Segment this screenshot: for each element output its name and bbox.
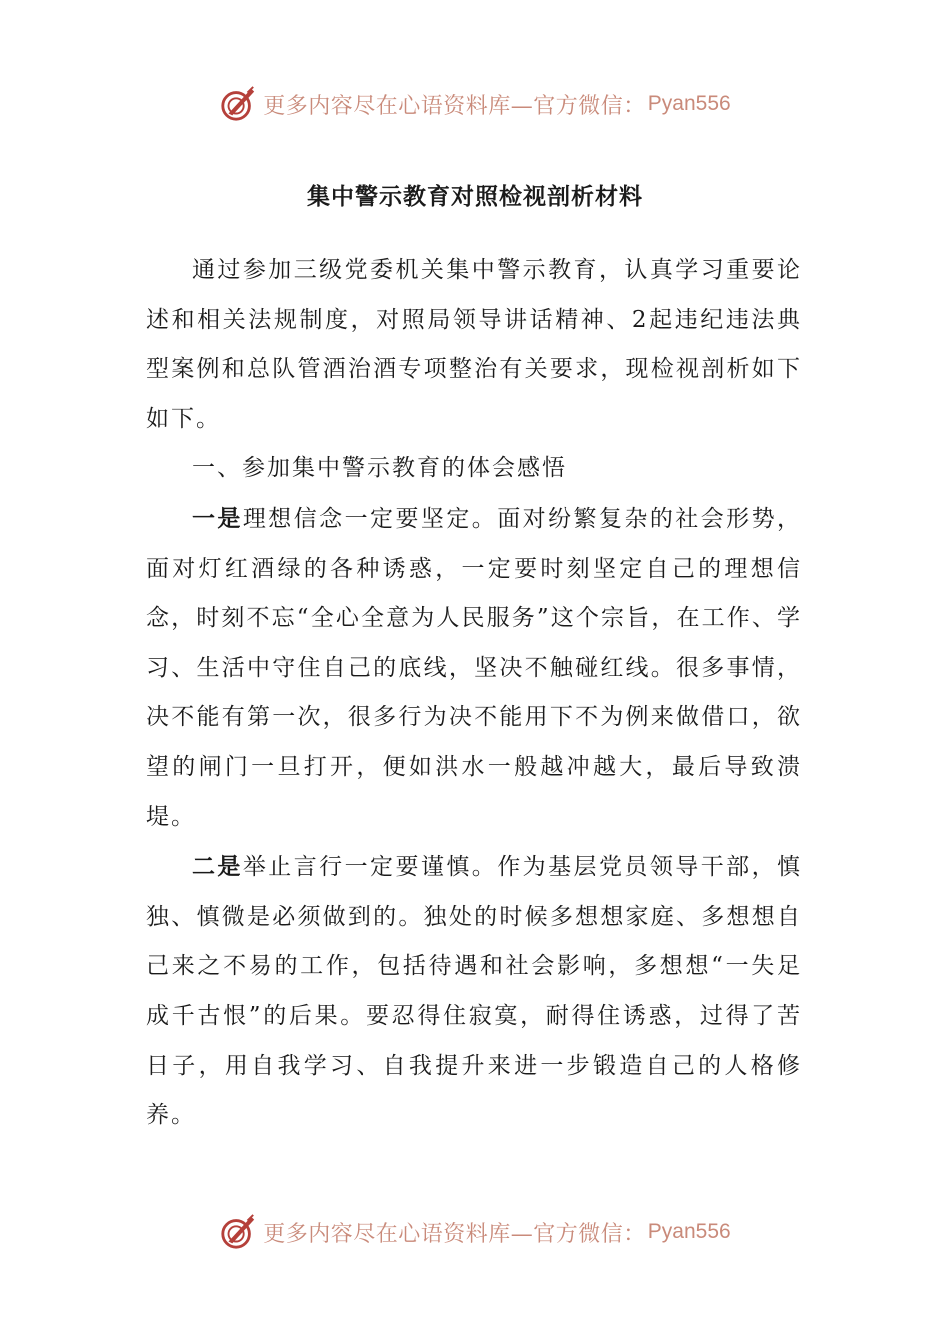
watermark-text: 更多内容尽在心语资料库—官方微信： — [263, 93, 646, 119]
point-one-lead: 一是 — [192, 504, 243, 532]
watermark-wechat-id: Pyan556 — [647, 92, 731, 115]
quill-logo-icon — [219, 1213, 257, 1251]
section-heading: 一、参加集中警示教育的体会感悟 — [192, 455, 567, 482]
point-one-paragraph — [146, 494, 802, 842]
watermark-footer — [0, 1210, 950, 1254]
watermark-text: 更多内容尽在心语资料库—官方微信： — [263, 1221, 646, 1247]
point-two-text: 举止言行一定要谨慎。作为基层党员领导干部，慎独、慎微是必须做到的。独处的时候多想想家庭、多想想自己来之不易的工作，包括待遇和社会影响，多想想“一失足成千古恨”的后果。要忍得住寂寞，耐得住诱惑，过得了苦日子，用自我学习、自我提升来进一步锻造自己的人格修养。 — [146, 854, 803, 1129]
watermark-wechat-id: Pyan556 — [647, 1220, 731, 1243]
watermark-header — [0, 82, 950, 126]
document-body — [146, 246, 802, 1141]
point-two-paragraph — [146, 842, 802, 1141]
point-one-text: 理想信念一定要坚定。面对纷繁复杂的社会形势，面对灯红酒绿的各种诱惑，一定要时刻坚定自己的理想信念，时刻不忘“全心全意为人民服务”这个宗旨，在工作、学习、生活中守住自己的底线，坚决不触碰红线。很多事情，决不能有第一次，很多行为决不能用下不为例来做借口，欲望的闸门一旦打开，便如洪水一般越冲越大，最后导致溃堤。 — [146, 505, 803, 830]
point-two-lead: 二是 — [192, 853, 243, 881]
intro-paragraph: 通过参加三级党委机关集中警示教育，认真学习重要论述和相关法规制度，对照局领导讲话精神、2起违纪违法典型案例和总队管酒治酒专项整治有关要求，现检视剖析如下如下。 — [146, 257, 802, 432]
quill-logo-icon — [219, 85, 257, 123]
document-title: 集中警示教育对照检视剖析材料 — [307, 183, 643, 210]
